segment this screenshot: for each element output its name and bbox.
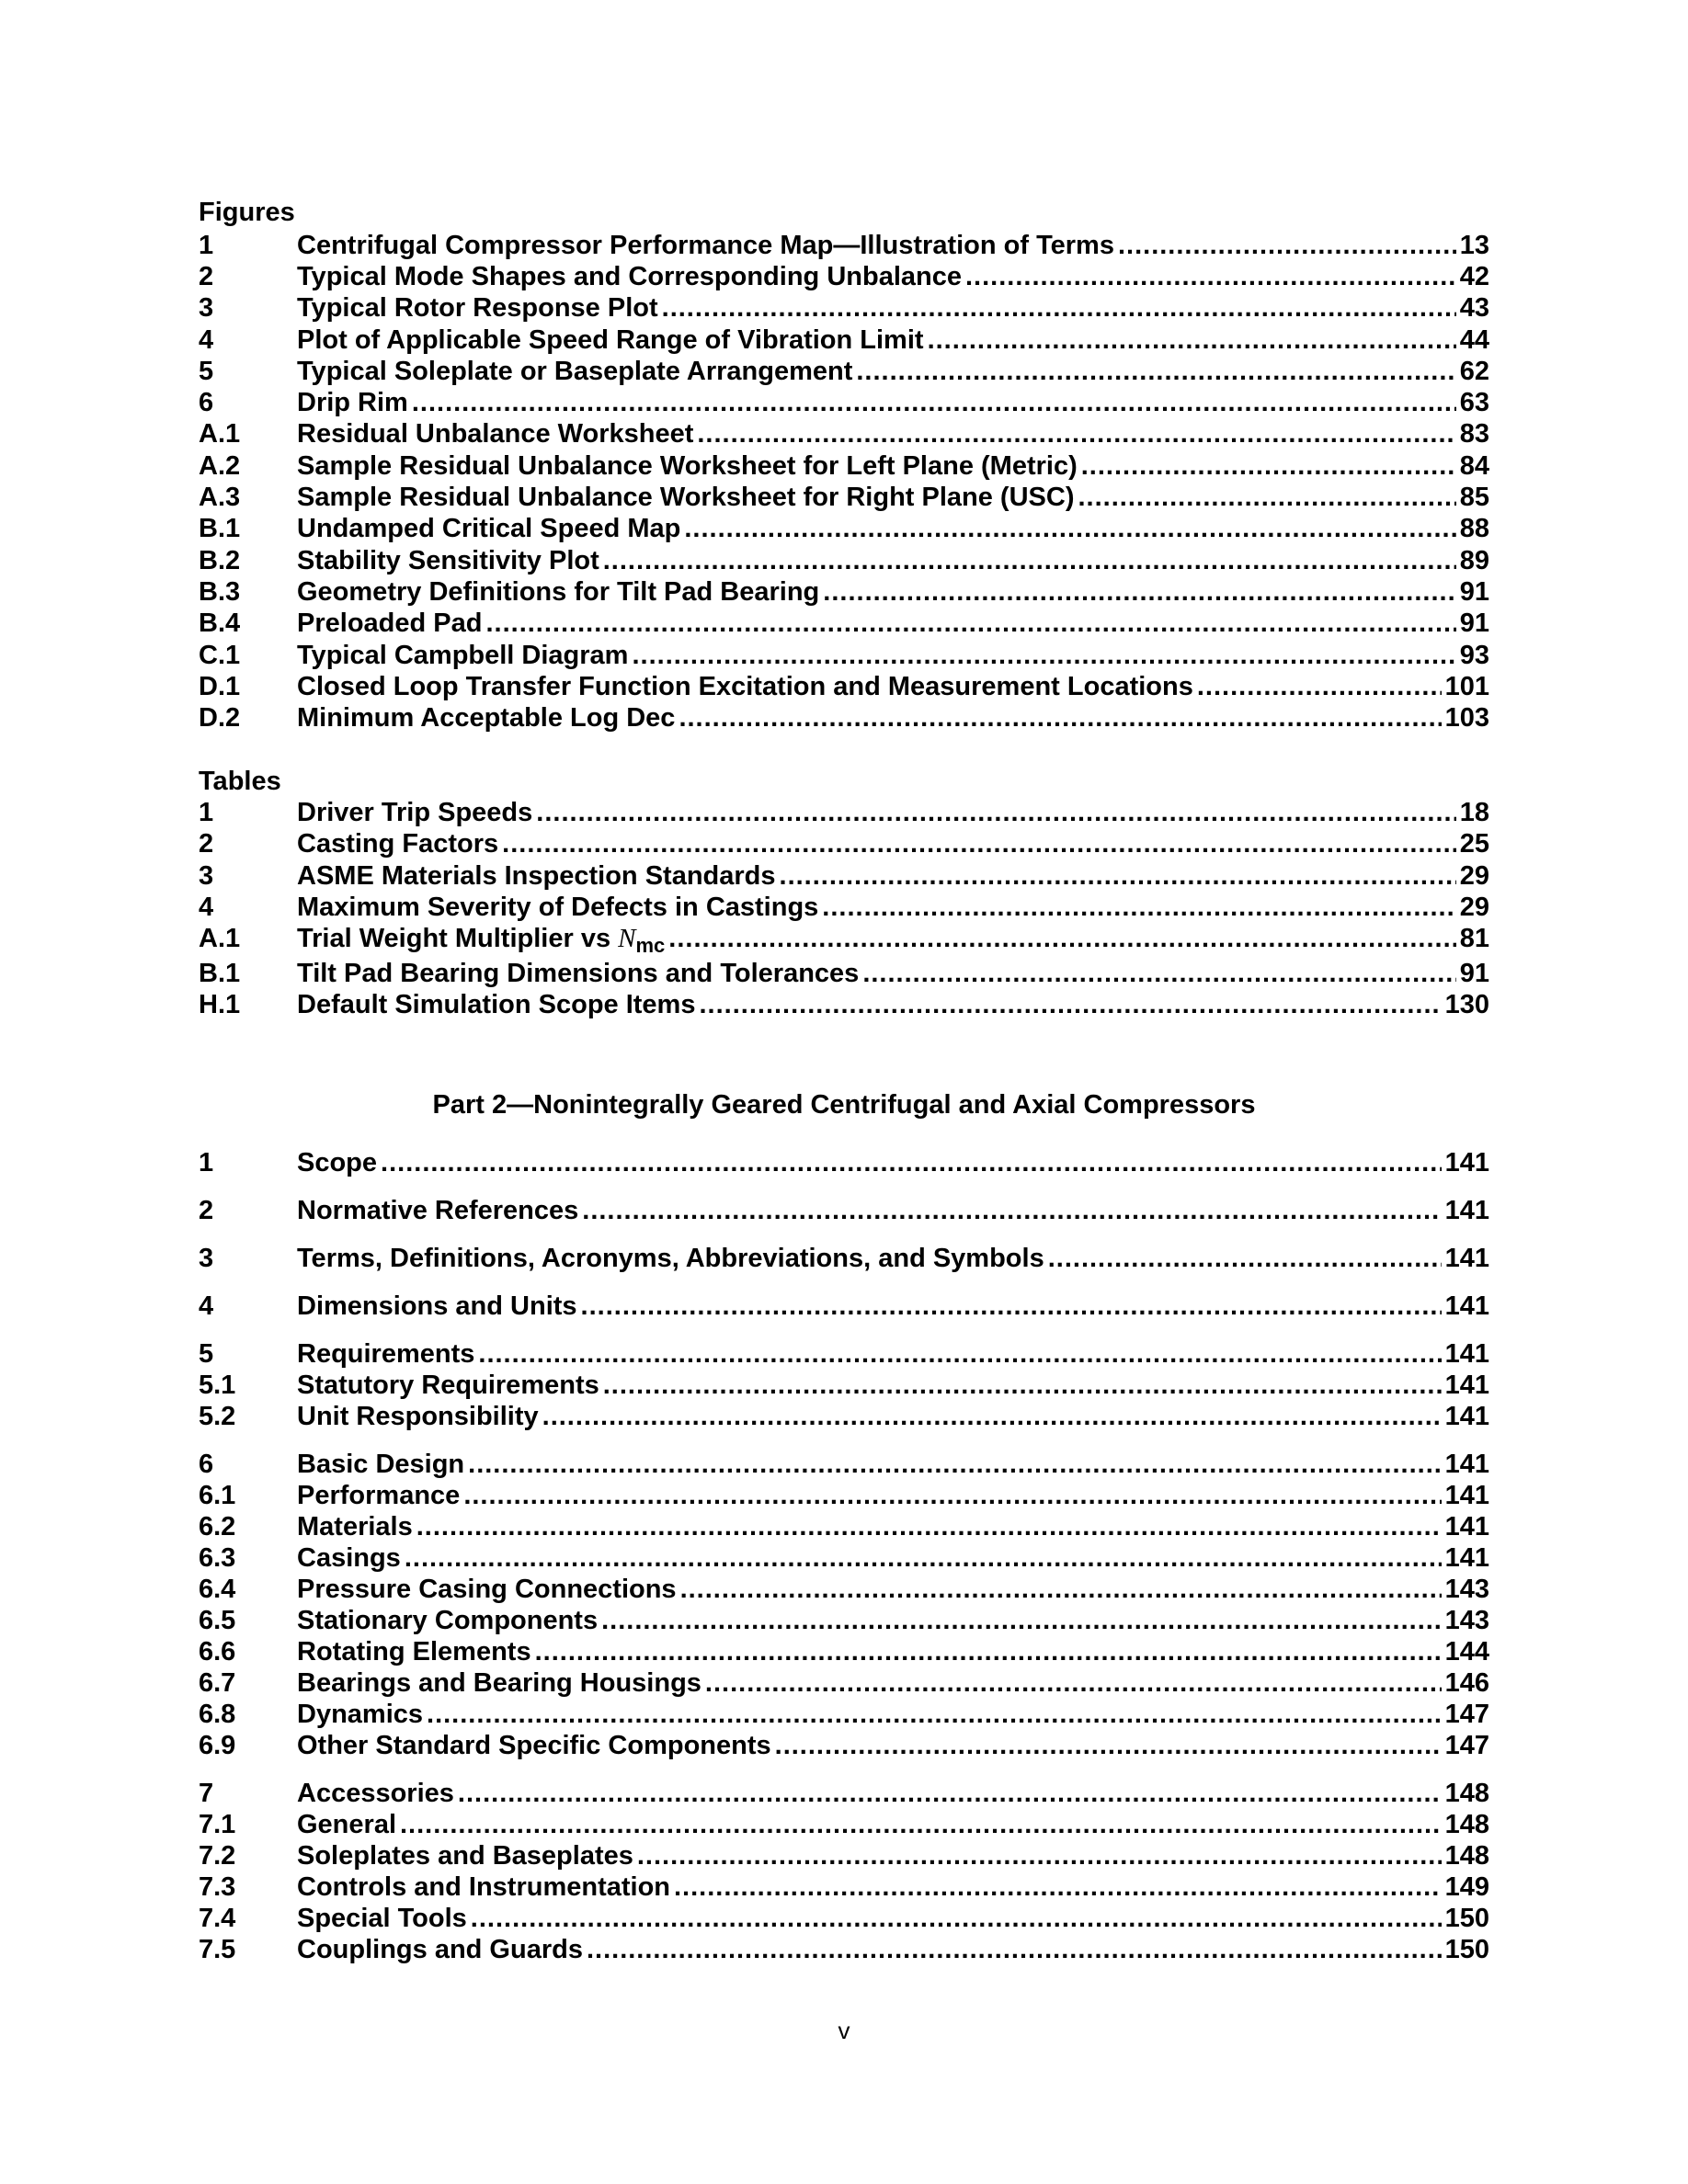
- toc-entry[interactable]: [199, 1195, 1489, 1226]
- toc-entry-page: 148: [1444, 1779, 1489, 1808]
- toc-entry[interactable]: [199, 989, 1489, 1020]
- toc-entry[interactable]: [199, 640, 1489, 671]
- toc-entry[interactable]: [199, 1903, 1489, 1934]
- toc-entry[interactable]: [199, 1449, 1489, 1480]
- dot-leader: [668, 923, 1455, 954]
- dot-leader: [468, 1449, 1441, 1480]
- toc-entry-title: Typical Soleplate or Baseplate Arrangement: [297, 357, 853, 386]
- toc-entry-number: A.2: [199, 451, 241, 481]
- toc-entry[interactable]: [199, 1291, 1489, 1322]
- toc-entry-title: Terms, Definitions, Acronyms, Abbreviations, and Symbols: [297, 1244, 1044, 1273]
- toc-entry-title-text: Trial Weight Multiplier vs: [297, 924, 619, 953]
- toc-entry-page: 141: [1444, 1450, 1489, 1479]
- toc-entry-title: Performance: [297, 1481, 461, 1510]
- toc-entry-number: B.1: [199, 959, 241, 988]
- toc-entry-page: 43: [1459, 293, 1489, 323]
- toc-entry-page: 143: [1444, 1575, 1489, 1604]
- toc-entry[interactable]: [199, 1809, 1489, 1840]
- dot-leader: [679, 702, 1441, 734]
- toc-entry-page: 144: [1444, 1637, 1489, 1666]
- dot-leader: [1078, 482, 1455, 513]
- toc-entry-number: 6.4: [199, 1575, 236, 1604]
- page-number: v: [838, 2017, 850, 2044]
- toc-entry-number: 1: [199, 1148, 214, 1177]
- toc-entry-page: 42: [1459, 262, 1489, 291]
- toc-entry-page: 141: [1444, 1339, 1489, 1369]
- toc-entry-title: Soleplates and Baseplates: [297, 1841, 633, 1871]
- toc-entry[interactable]: [199, 292, 1489, 324]
- toc-entry-title: Accessories: [297, 1779, 454, 1808]
- toc-entry[interactable]: [199, 482, 1489, 513]
- toc-entry-page: 150: [1444, 1904, 1489, 1933]
- toc-entry-title: Rotating Elements: [297, 1637, 531, 1666]
- toc-entry-page: 148: [1444, 1810, 1489, 1839]
- toc-entry-title: Dynamics: [297, 1700, 424, 1729]
- toc-entry[interactable]: [199, 1401, 1489, 1432]
- toc-entry-number: 7.4: [199, 1904, 236, 1933]
- toc-entry-title: Maximum Severity of Defects in Castings: [297, 893, 819, 922]
- dot-leader: [705, 1667, 1442, 1699]
- toc-entry[interactable]: [199, 1243, 1489, 1274]
- toc-entry-title: Sample Residual Unbalance Worksheet for Right Plane (USC): [297, 483, 1075, 512]
- dot-leader: [856, 356, 1455, 387]
- toc-entry[interactable]: [199, 513, 1489, 544]
- toc-entry-title: Closed Loop Transfer Function Excitation and Measurement Locations: [297, 672, 1193, 701]
- toc-entry[interactable]: [199, 608, 1489, 639]
- toc-entry-title: Scope: [297, 1148, 378, 1177]
- toc-entry-title: Requirements: [297, 1339, 475, 1369]
- toc-entry[interactable]: [199, 923, 1489, 957]
- toc-entry-title: Special Tools: [297, 1904, 467, 1933]
- toc-entry-title: Plot of Applicable Speed Range of Vibration Limit: [297, 325, 924, 355]
- toc-entry-number: 6: [199, 388, 214, 417]
- toc-entry-number: A.1: [199, 419, 241, 449]
- toc-entry-title: Typical Rotor Response Plot: [297, 293, 658, 323]
- dot-leader: [632, 640, 1455, 671]
- toc-entry-page: 141: [1444, 1196, 1489, 1225]
- toc-entry-page: 85: [1459, 483, 1489, 512]
- toc-entry-page: 18: [1459, 798, 1489, 827]
- toc-entry-title: Default Simulation Scope Items: [297, 990, 696, 1019]
- toc-entry[interactable]: [199, 387, 1489, 418]
- dot-leader: [381, 1147, 1442, 1178]
- toc-entry[interactable]: [199, 1480, 1489, 1511]
- toc-entry-number: 4: [199, 325, 214, 355]
- dot-leader: [485, 608, 1455, 639]
- toc-entry[interactable]: [199, 545, 1489, 576]
- dot-leader: [601, 1605, 1442, 1636]
- toc-entry[interactable]: [199, 892, 1489, 923]
- dot-leader: [405, 1542, 1442, 1574]
- toc-entry[interactable]: [199, 1667, 1489, 1699]
- toc-entry-number: B.2: [199, 546, 241, 575]
- toc-entry-title: [297, 923, 666, 957]
- math-symbol: N: [618, 924, 636, 953]
- dot-leader: [478, 1338, 1441, 1370]
- toc-entry-title: Sample Residual Unbalance Worksheet for Left Plane (Metric): [297, 451, 1078, 481]
- toc-entry[interactable]: [199, 1370, 1489, 1401]
- toc-entry[interactable]: [199, 1730, 1489, 1761]
- toc-entry-page: 147: [1444, 1700, 1489, 1729]
- dot-leader: [1197, 671, 1442, 702]
- toc-entry[interactable]: [199, 702, 1489, 734]
- dot-leader: [603, 545, 1456, 576]
- toc-entry-title: General: [297, 1810, 396, 1839]
- toc-entry-title: Pressure Casing Connections: [297, 1575, 677, 1604]
- dot-leader: [1081, 450, 1456, 482]
- toc-entry-page: 141: [1444, 1543, 1489, 1573]
- toc-entry-title: Drip Rim: [297, 388, 408, 417]
- toc-entry[interactable]: [199, 828, 1489, 859]
- toc-entry-number: 6.9: [199, 1731, 236, 1760]
- toc-entry-page: 88: [1459, 514, 1489, 543]
- toc-entry-title: ASME Materials Inspection Standards: [297, 861, 776, 891]
- dot-leader: [412, 387, 1456, 418]
- toc-entry-title: Bearings and Bearing Housings: [297, 1668, 701, 1698]
- toc-entry-number: 6.3: [199, 1543, 236, 1573]
- toc-entry-title: Stationary Components: [297, 1606, 599, 1635]
- dot-leader: [416, 1511, 1442, 1542]
- toc-entry-page: 141: [1444, 1244, 1489, 1273]
- toc-entry-title: Other Standard Specific Components: [297, 1731, 771, 1760]
- toc-entry-number: H.1: [199, 990, 241, 1019]
- toc-entry[interactable]: [199, 1636, 1489, 1667]
- toc-entry-title: Casings: [297, 1543, 401, 1573]
- toc-entry-number: 7.1: [199, 1810, 236, 1839]
- toc-entry-page: 62: [1459, 357, 1489, 386]
- toc-entry-page: 44: [1459, 325, 1489, 355]
- figures-heading: Figures: [199, 198, 295, 227]
- toc-entry-number: 6.1: [199, 1481, 236, 1510]
- toc-entry-title: Controls and Instrumentation: [297, 1872, 670, 1902]
- math-subscript: mc: [635, 934, 666, 957]
- toc-entry-page: 93: [1459, 641, 1489, 670]
- toc-entry[interactable]: [199, 1511, 1489, 1542]
- toc-entry-number: 5: [199, 1339, 214, 1369]
- dot-leader: [542, 1401, 1442, 1432]
- toc-entry-title: Materials: [297, 1512, 413, 1541]
- toc-entry-number: 6.7: [199, 1668, 236, 1698]
- toc-entry-title: Preloaded Pad: [297, 609, 483, 638]
- tables-heading: Tables: [199, 767, 281, 796]
- dot-leader: [1048, 1243, 1442, 1274]
- toc-entry-page: 130: [1444, 990, 1489, 1019]
- toc-entry-title: Dimensions and Units: [297, 1291, 577, 1321]
- toc-entry[interactable]: [199, 671, 1489, 702]
- toc-entry-number: 7.3: [199, 1872, 236, 1902]
- toc-entry[interactable]: [199, 576, 1489, 608]
- toc-entry-page: 141: [1444, 1148, 1489, 1177]
- toc-entry-number: 5.2: [199, 1402, 236, 1431]
- toc-entry-page: 84: [1459, 451, 1489, 481]
- dot-leader: [674, 1871, 1442, 1903]
- toc-entry-page: 29: [1459, 893, 1489, 922]
- dot-leader: [427, 1699, 1442, 1730]
- dot-leader: [1118, 230, 1456, 261]
- toc-entry-number: 2: [199, 1196, 214, 1225]
- toc-entry-number: 6.5: [199, 1606, 236, 1635]
- toc-entry[interactable]: [199, 797, 1489, 828]
- toc-entry-number: 1: [199, 798, 214, 827]
- toc-entry[interactable]: [199, 1147, 1489, 1178]
- toc-entry-title: Residual Unbalance Worksheet: [297, 419, 694, 449]
- toc-entry-title: Statutory Requirements: [297, 1371, 599, 1400]
- toc-entry-number: 7.5: [199, 1935, 236, 1964]
- toc-entry-title: Stability Sensitivity Plot: [297, 546, 599, 575]
- toc-entry-number: 6.8: [199, 1700, 236, 1729]
- toc-entry-page: 150: [1444, 1935, 1489, 1964]
- dot-leader: [536, 797, 1455, 828]
- dot-leader: [684, 513, 1455, 544]
- toc-entry[interactable]: [199, 450, 1489, 482]
- toc-entry-page: 63: [1459, 388, 1489, 417]
- toc-entry[interactable]: [199, 356, 1489, 387]
- toc-entry-title: Centrifugal Compressor Performance Map—Illustration of Terms: [297, 231, 1114, 260]
- toc-entry[interactable]: [199, 1871, 1489, 1903]
- toc-entry[interactable]: [199, 1338, 1489, 1370]
- toc-entry-page: 148: [1444, 1841, 1489, 1871]
- toc-entry-page: 141: [1444, 1371, 1489, 1400]
- toc-entry-number: 7: [199, 1779, 214, 1808]
- toc-entry-page: 91: [1459, 609, 1489, 638]
- dot-leader: [775, 1730, 1442, 1761]
- toc-entry-title: Basic Design: [297, 1450, 465, 1479]
- toc-entry-page: 141: [1444, 1291, 1489, 1321]
- toc-entry-page: 141: [1444, 1512, 1489, 1541]
- toc-entry-page: 13: [1459, 231, 1489, 260]
- dot-leader: [699, 989, 1441, 1020]
- dot-leader: [400, 1809, 1442, 1840]
- dot-leader: [680, 1574, 1442, 1605]
- toc-entry[interactable]: [199, 1699, 1489, 1730]
- dot-leader: [637, 1840, 1442, 1871]
- dot-leader: [458, 1778, 1442, 1809]
- part2-heading: Part 2—Nonintegrally Geared Centrifugal and Axial Compressors: [432, 1090, 1256, 1120]
- toc-entry[interactable]: [199, 1574, 1489, 1605]
- toc-entry-number: A.3: [199, 483, 241, 512]
- toc-entry-page: 81: [1459, 924, 1489, 953]
- dot-leader: [928, 324, 1456, 356]
- toc-entry-number: 3: [199, 1244, 214, 1273]
- toc-entry-number: 5: [199, 357, 214, 386]
- toc-entry-number: 4: [199, 893, 214, 922]
- toc-entry-number: B.3: [199, 577, 241, 607]
- toc-entry-number: 6: [199, 1450, 214, 1479]
- toc-entry-title: Undamped Critical Speed Map: [297, 514, 681, 543]
- toc-entry[interactable]: [199, 1840, 1489, 1871]
- toc-entry-page: 147: [1444, 1731, 1489, 1760]
- dot-leader: [822, 892, 1455, 923]
- toc-entry-number: A.1: [199, 924, 241, 953]
- toc-entry[interactable]: [199, 230, 1489, 261]
- toc-entry-page: 143: [1444, 1606, 1489, 1635]
- toc-entry[interactable]: [199, 1605, 1489, 1636]
- toc-entry-title: Driver Trip Speeds: [297, 798, 533, 827]
- toc-entry-number: C.1: [199, 641, 241, 670]
- toc-entry-number: 6.2: [199, 1512, 236, 1541]
- toc-entry-page: 89: [1459, 546, 1489, 575]
- toc-entry-number: B.1: [199, 514, 241, 543]
- dot-leader: [471, 1903, 1442, 1934]
- dot-leader: [463, 1480, 1441, 1511]
- toc-entry-title: Typical Mode Shapes and Corresponding Unbalance: [297, 262, 962, 291]
- dot-leader: [780, 860, 1456, 892]
- dot-leader: [587, 1934, 1442, 1965]
- toc-entry-page: 29: [1459, 861, 1489, 891]
- toc-entry-page: 146: [1444, 1668, 1489, 1698]
- toc-entry-number: 2: [199, 262, 214, 291]
- toc-entry[interactable]: [199, 1778, 1489, 1809]
- dot-leader: [965, 261, 1456, 292]
- toc-entry-number: 7.2: [199, 1841, 236, 1871]
- toc-entry-number: 6.6: [199, 1637, 236, 1666]
- toc-entry-title: Couplings and Guards: [297, 1935, 583, 1964]
- dot-leader: [697, 418, 1455, 449]
- dot-leader: [603, 1370, 1442, 1401]
- toc-entry-title: Unit Responsibility: [297, 1402, 539, 1431]
- toc-entry[interactable]: [199, 958, 1489, 989]
- toc-entry-title: Geometry Definitions for Tilt Pad Bearing: [297, 577, 820, 607]
- toc-entry-title: Tilt Pad Bearing Dimensions and Tolerances: [297, 959, 860, 988]
- toc-entry-page: 149: [1444, 1872, 1489, 1902]
- dot-leader: [823, 576, 1455, 608]
- dot-leader: [662, 292, 1456, 324]
- toc-entry-number: D.2: [199, 703, 241, 733]
- dot-leader: [581, 1291, 1442, 1322]
- toc-entry-number: 1: [199, 231, 214, 260]
- toc-entry-number: 3: [199, 861, 214, 891]
- toc-entry[interactable]: [199, 261, 1489, 292]
- toc-entry-number: B.4: [199, 609, 241, 638]
- toc-entry-page: 83: [1459, 419, 1489, 449]
- toc-entry[interactable]: [199, 324, 1489, 356]
- toc-entry-number: 4: [199, 1291, 214, 1321]
- toc-entry-page: 91: [1459, 959, 1489, 988]
- dot-leader: [502, 828, 1456, 859]
- toc-entry[interactable]: [199, 418, 1489, 449]
- toc-entry-page: 103: [1444, 703, 1489, 733]
- toc-entry[interactable]: [199, 1934, 1489, 1965]
- toc-entry-title: Minimum Acceptable Log Dec: [297, 703, 676, 733]
- toc-entry-number: 2: [199, 829, 214, 859]
- toc-entry-page: 141: [1444, 1402, 1489, 1431]
- toc-entry[interactable]: [199, 860, 1489, 892]
- dot-leader: [535, 1636, 1442, 1667]
- toc-entry-number: D.1: [199, 672, 241, 701]
- toc-entry-number: 5.1: [199, 1371, 236, 1400]
- dot-leader: [582, 1195, 1441, 1226]
- toc-entry-page: 141: [1444, 1481, 1489, 1510]
- toc-entry-title: Normative References: [297, 1196, 579, 1225]
- toc-entry-page: 101: [1444, 672, 1489, 701]
- toc-entry-page: 91: [1459, 577, 1489, 607]
- toc-entry-number: 3: [199, 293, 214, 323]
- toc-entry[interactable]: [199, 1542, 1489, 1574]
- toc-entry-title: Casting Factors: [297, 829, 499, 859]
- toc-entry-title: Typical Campbell Diagram: [297, 641, 629, 670]
- toc-entry-page: 25: [1459, 829, 1489, 859]
- dot-leader: [862, 958, 1455, 989]
